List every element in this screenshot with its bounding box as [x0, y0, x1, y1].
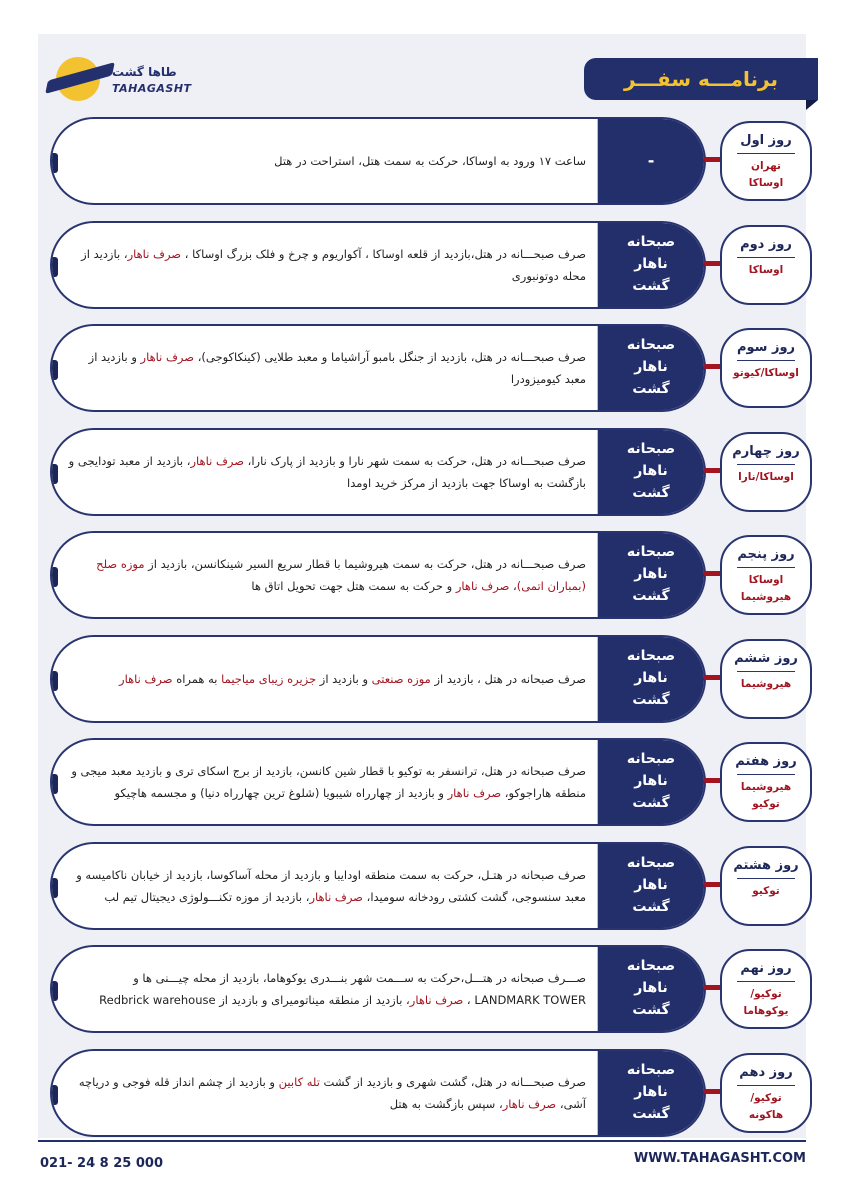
day-name: روز پنجم — [737, 547, 795, 562]
meal-plan — [598, 430, 704, 514]
day-tag — [720, 639, 812, 719]
day-card — [50, 1049, 706, 1137]
day-name: روز ششم — [734, 651, 798, 666]
day-card — [50, 635, 706, 723]
card-handle — [52, 981, 58, 1001]
day-city — [749, 158, 783, 192]
meal-item: ناهار — [634, 566, 668, 583]
meal-item: صبحانه — [626, 855, 676, 872]
card-handle — [52, 774, 58, 794]
page-title: برنامـــه سفـــر — [584, 58, 818, 100]
day-tag — [720, 846, 812, 926]
meal-item: صبحانه — [626, 958, 676, 975]
day-card — [50, 324, 706, 412]
meal-plan — [598, 223, 704, 307]
meal-plan — [598, 844, 704, 928]
day-row — [50, 738, 812, 826]
brand-logo[interactable] — [50, 55, 190, 105]
day-tag — [720, 121, 812, 201]
day-name: روز دوم — [740, 237, 792, 252]
description-text: صرف صبحانه در هتل، ترانسفر به توکیو با قطار شین کانسن، بازدید از برج اسکای تری و بازدید معبد میجی و منطقه هاراجوکو، — [71, 763, 586, 800]
highlight-text: صرف ناهار — [447, 786, 502, 800]
meal-item: - — [647, 150, 655, 170]
day-divider — [737, 360, 795, 361]
meal-item: گشت — [632, 277, 670, 294]
day-description — [66, 430, 586, 514]
city-line: هاکونه — [748, 1108, 784, 1121]
description-text: و بازدید از چهارراه شیبویا (شلوغ ترین چهارراه دنیا) و مجسمه هاچیکو — [114, 786, 448, 800]
meal-item: گشت — [632, 691, 670, 708]
city-line: اوساکا/کیوتو — [733, 367, 799, 379]
day-divider — [737, 153, 795, 154]
day-row — [50, 842, 812, 930]
day-city — [749, 1090, 783, 1124]
description-text: صـــرف صبحانه در هتـــل،حرکت به ســـمت شهر بنـــدری یوکوهاما، بازدید از محله چیـــنی ها و LANDMARK TOWER ، — [133, 970, 586, 1007]
meal-item: ناهار — [634, 980, 668, 997]
meal-item: ناهار — [634, 877, 668, 894]
day-city — [741, 572, 791, 606]
footer-website[interactable]: WWW.TAHAGASHT.COM — [633, 1151, 806, 1166]
brand-name-fa: طاها گشت — [112, 65, 177, 79]
description-text: و بازدید از — [316, 671, 372, 686]
card-handle — [52, 878, 58, 898]
meal-item: گشت — [632, 1105, 670, 1122]
day-tag — [720, 535, 812, 615]
description-text: صرف صبحـــانه در هتل،بازدید از قلعه اوساکا ، آکواریوم و چرخ و فلک بزرگ اوساکا ، — [181, 246, 586, 261]
day-divider — [737, 774, 795, 775]
city-line: توکیو — [752, 885, 780, 897]
meal-item: صبحانه — [626, 751, 676, 768]
day-name: روز دهم — [739, 1065, 793, 1080]
meal-item: گشت — [632, 587, 670, 604]
description-text: ، سپس بازگشت به هتل — [389, 1097, 503, 1111]
day-description — [66, 119, 586, 203]
description-text: ، بازدید از محله دوتونبوری — [81, 246, 586, 283]
meal-item: ناهار — [634, 359, 668, 376]
day-city — [741, 676, 791, 693]
city-line: اوساکا — [748, 264, 784, 276]
card-handle — [52, 1085, 58, 1105]
city-line: هیروشیما — [740, 781, 792, 793]
highlight-text: موزه صلح (بمباران اتمی) — [96, 556, 586, 593]
highlight-text: صرف ناهار — [455, 579, 510, 593]
day-tag — [720, 225, 812, 305]
description-text: و بازدید از معبد کیومیزودرا — [88, 349, 586, 386]
day-row — [50, 428, 812, 516]
day-description — [66, 533, 586, 617]
meal-item: صبحانه — [626, 337, 676, 354]
day-city — [744, 986, 789, 1020]
meal-plan — [598, 119, 704, 203]
meal-item: گشت — [632, 1001, 670, 1018]
highlight-text: صرف ناهار — [309, 890, 363, 904]
meal-item: ناهار — [634, 1084, 668, 1101]
city-line: یوکوهاما — [743, 1004, 789, 1017]
day-city — [752, 883, 780, 900]
day-row — [50, 117, 812, 205]
meal-item: صبحانه — [626, 441, 676, 458]
city-line: توکیو/ — [750, 1092, 782, 1104]
city-line: هیروشیما — [740, 590, 792, 603]
card-handle — [52, 257, 58, 277]
meal-plan — [598, 637, 704, 721]
highlight-text: صرف ناهار — [140, 349, 195, 364]
day-row — [50, 945, 812, 1033]
description-text: و بازدید از چشم انداز قله فوجی و دریاچه آشی، — [78, 1074, 586, 1111]
meal-item: ناهار — [634, 773, 668, 790]
card-handle — [52, 153, 58, 173]
meal-item: صبحانه — [626, 648, 676, 665]
day-row — [50, 635, 812, 723]
day-row — [50, 221, 812, 309]
day-card — [50, 945, 706, 1033]
description-text: صرف صبحـــانه در هتل، حرکت به سمت هیروشیما با قطار سریع السیر شینکانسن، بازدید از — [144, 556, 586, 571]
meal-item: ناهار — [634, 463, 668, 480]
highlight-text: صرف ناهار — [119, 671, 173, 686]
day-description — [66, 844, 586, 928]
description-text: ، بازدید از موزه تکنـــولوژی دیجیتال تیم لب — [104, 890, 310, 904]
day-row — [50, 324, 812, 412]
day-card — [50, 531, 706, 619]
city-line: توکیو/ — [750, 988, 782, 1000]
meal-item: صبحانه — [626, 234, 676, 251]
day-city — [738, 469, 794, 486]
day-name: روز اول — [740, 133, 792, 148]
highlight-text: صرف ناهار — [409, 993, 464, 1007]
city-line: اوساکا — [748, 176, 784, 189]
day-description — [66, 637, 586, 721]
day-city — [733, 365, 799, 382]
day-tag — [720, 742, 812, 822]
description-text: صرف صبحـــانه در هتل، گشت شهری و بازدید از گشت — [319, 1074, 586, 1089]
meal-item: گشت — [632, 898, 670, 915]
day-card — [50, 428, 706, 516]
day-card — [50, 117, 706, 205]
day-name: روز نهم — [740, 961, 792, 976]
meal-plan — [598, 533, 704, 617]
meal-item: صبحانه — [626, 1062, 676, 1079]
day-tag — [720, 432, 812, 512]
meal-item: صبحانه — [626, 544, 676, 561]
description-text: ساعت ۱۷ ورود به اوساکا، حرکت به سمت هتل، استراحت در هتل — [274, 153, 586, 168]
day-description — [66, 1051, 586, 1135]
highlight-text: موزه صنعتی — [371, 671, 431, 686]
day-tag — [720, 1053, 812, 1133]
day-divider — [737, 878, 795, 879]
title-notch — [806, 100, 818, 110]
meal-plan — [598, 326, 704, 410]
highlight-text: صرف ناهار — [127, 246, 182, 261]
meal-plan — [598, 1051, 704, 1135]
highlight-text: جزیره زیبای میاجیما — [221, 671, 317, 686]
card-handle — [52, 567, 58, 587]
day-name: روز سوم — [736, 340, 796, 355]
day-card — [50, 738, 706, 826]
card-handle — [52, 671, 58, 691]
day-description — [66, 326, 586, 410]
card-handle — [52, 360, 58, 380]
meal-item: گشت — [632, 380, 670, 397]
city-line: اوساکا — [748, 574, 784, 586]
meal-item: ناهار — [634, 256, 668, 273]
day-divider — [737, 981, 795, 982]
highlight-text: صرف ناهار — [190, 453, 244, 468]
meal-item: گشت — [632, 794, 670, 811]
highlight-text: صرف ناهار — [502, 1097, 557, 1111]
day-divider — [737, 257, 795, 258]
description-text: به همراه — [172, 671, 222, 686]
day-description — [66, 740, 586, 824]
footer-divider — [38, 1140, 806, 1142]
day-divider — [737, 464, 795, 465]
day-card — [50, 221, 706, 309]
description-text: و حرکت به سمت هتل جهت تحویل اتاق ها — [251, 579, 456, 593]
footer-phone: 021- 24 8 25 000 — [40, 1156, 163, 1171]
day-description — [66, 223, 586, 307]
day-name: روز هشتم — [733, 858, 799, 873]
description-text: ، — [509, 579, 517, 593]
highlight-text: تله کابین — [278, 1074, 320, 1089]
city-line: اوساکا/نارا — [738, 471, 794, 483]
day-description — [66, 947, 586, 1031]
day-divider — [737, 567, 795, 568]
day-city — [741, 779, 791, 813]
card-handle — [52, 464, 58, 484]
city-line: هیروشیما — [740, 678, 792, 690]
day-divider — [737, 1085, 795, 1086]
description-text: صرف صبحـــانه در هتل، حرکت به سمت شهر نارا و بازدید از پارک نارا، — [243, 453, 586, 468]
day-divider — [737, 671, 795, 672]
day-name: روز هفتم — [735, 754, 797, 769]
day-tag — [720, 949, 812, 1029]
day-city — [749, 262, 783, 279]
meal-item: گشت — [632, 484, 670, 501]
day-tag — [720, 328, 812, 408]
description-text: صرف صبحانه در هتـل، حرکت به سمت منطقه اودایبا و بازدید از محله آساکوسا، بازدید از خیابان ناکامیسه و معبد سنسوجی، گشت کشتی رودخانه سومیدا، — [76, 867, 586, 904]
meal-plan — [598, 740, 704, 824]
brand-name-en: TAHAGASHT — [112, 82, 192, 95]
city-line: توکیو — [752, 797, 780, 810]
meal-plan — [598, 947, 704, 1031]
day-row — [50, 1049, 812, 1137]
meal-item: ناهار — [634, 670, 668, 687]
day-row — [50, 531, 812, 619]
description-text: ، بازدید از منطقه میناتومیرای و بازدید از Redbrick warehouse — [99, 993, 410, 1007]
day-name: روز چهارم — [732, 444, 800, 459]
description-text: ، بازدید از معبد تودایجی و بازگشت به اوساکا جهت بازدید از مرکز خرید اومدا — [68, 453, 586, 490]
description-text: صرف صبحانه در هتل ، بازدید از — [430, 671, 586, 686]
city-line: تهران — [751, 160, 781, 172]
description-text: صرف صبحـــانه در هتل، بازدید از جنگل بامبو آراشیاما و معبد طلایی (کینکاکوجی)، — [194, 349, 586, 364]
day-card — [50, 842, 706, 930]
